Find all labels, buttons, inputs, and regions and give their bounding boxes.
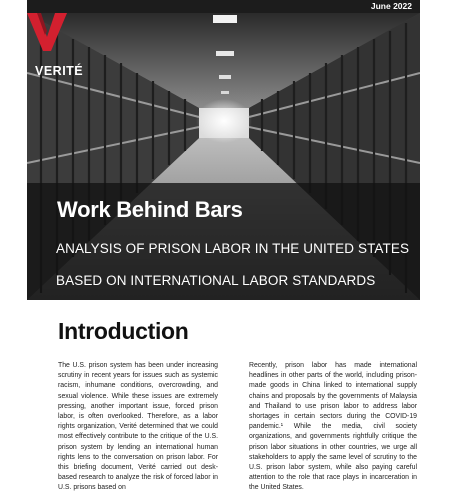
report-subtitle-line-1: ANALYSIS OF PRISON LABOR IN THE UNITED STATES	[56, 241, 410, 256]
intro-paragraph-2: Recently, prison labor has made international headlines in other parts of the world, including prison-made goods in China linked to international supply chains and proposals by the governments of Malaysia and Thailand to use prison labor to address labor shortages in certain sectors during the COVID-19 pandemic.¹ While the media, civil society organizations, and governments rightfully critique the prison labor situations in other countries, we urge all stakeholders to apply the same level of scrutiny to the U.S. prison labor system, while also paying careful attention to the role that race plays in incarceration in the United States.	[249, 362, 417, 492]
verite-logo-icon	[27, 13, 67, 51]
intro-column-right	[249, 361, 417, 494]
section-heading: Introduction	[58, 318, 189, 344]
report-subtitle-line-2: BASED ON INTERNATIONAL LABOR STANDARDS	[56, 273, 376, 288]
hero-image	[27, 13, 420, 300]
intro-paragraph-1: The U.S. prison system has been under increasing scrutiny in recent years for issues such as systemic racism, inhumane conditions, overcrowding, and sexual violence. While these issues are extremely pressing, another important issue, forced prison labor, is often overlooked. Therefore, as a labor rights organization, Verité determined that we could most effectively contribute to the critique of the U.S. prison system by lending an international human rights lens to the conversation on prison labor. For this briefing document, Verité carried out desk-based research to analyze the risk of forced labor in U.S. prisons based on	[58, 362, 218, 492]
date-bar	[27, 0, 420, 13]
logo-wordmark: VERITÉ	[35, 64, 84, 78]
intro-column-left	[58, 361, 218, 494]
report-title: Work Behind Bars	[57, 197, 243, 222]
publication-date: June 2022	[370, 1, 412, 11]
